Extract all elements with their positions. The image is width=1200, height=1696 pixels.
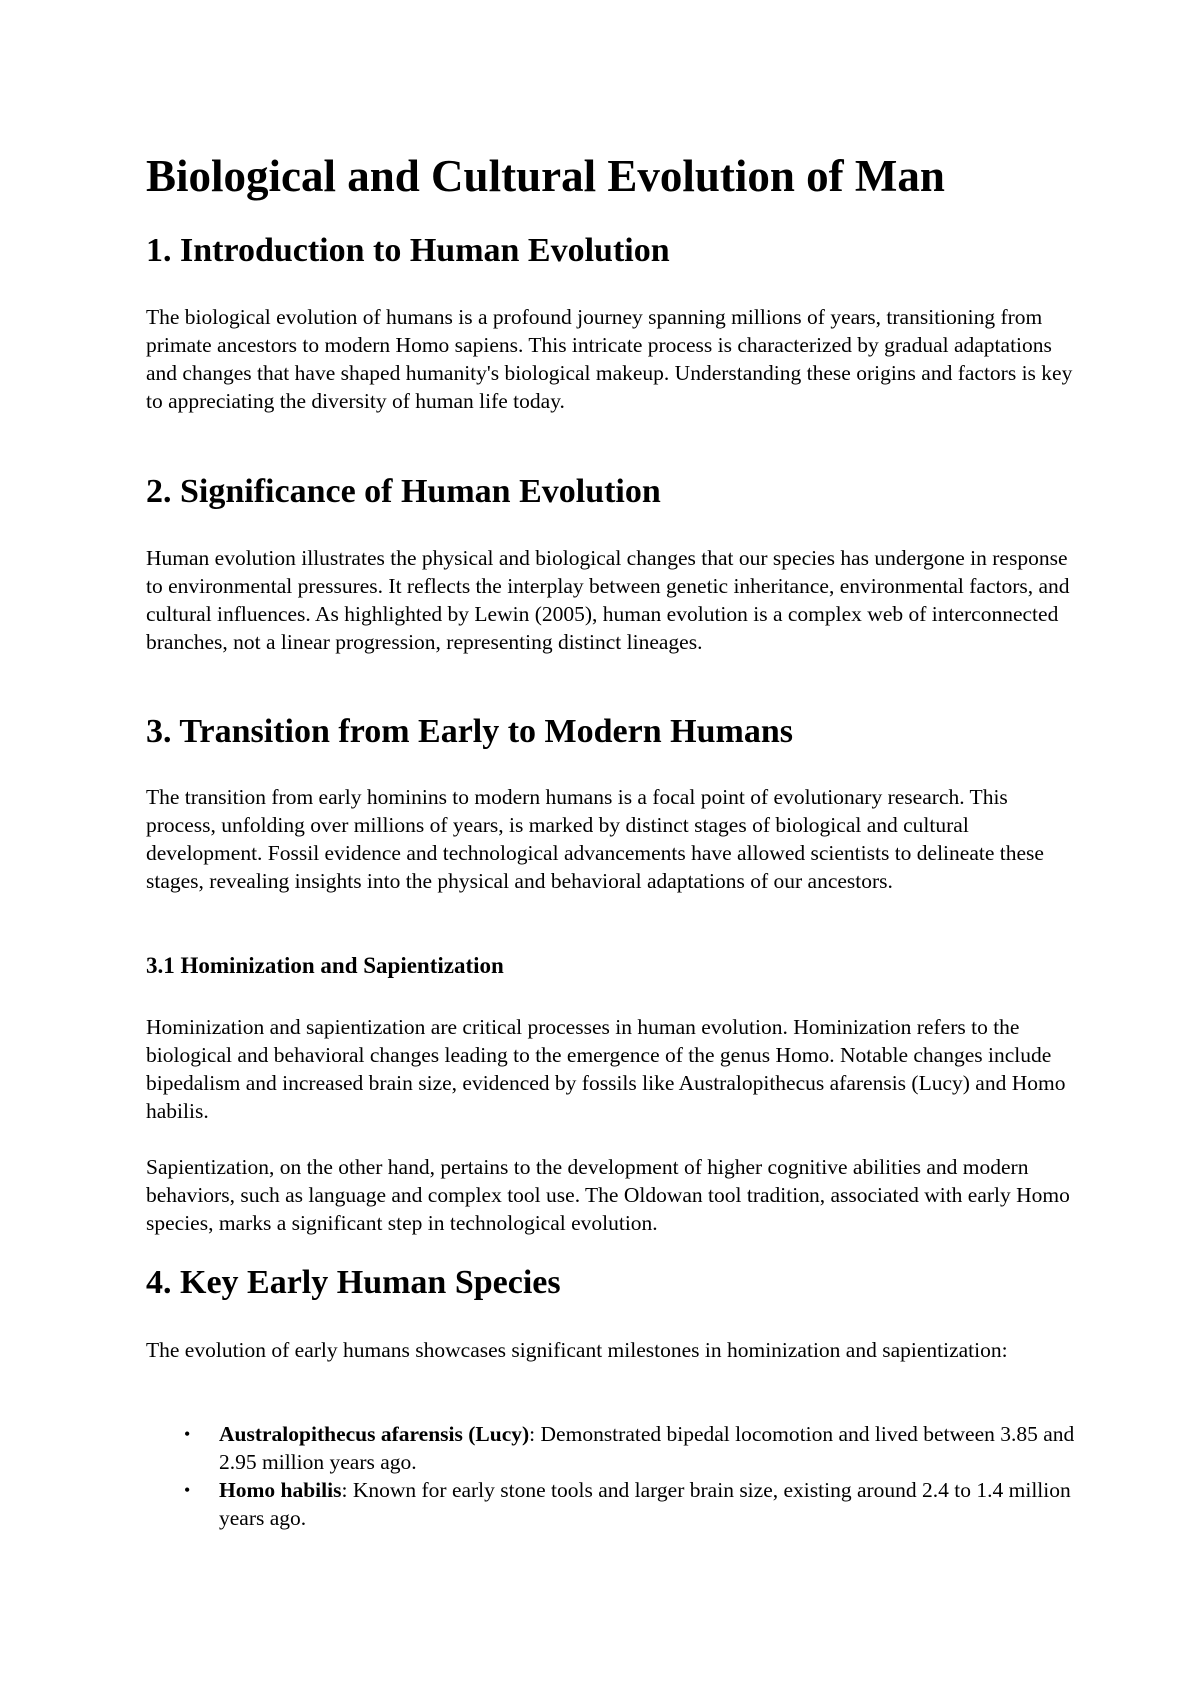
species-description: : Known for early stone tools and larger brain size, existing around 2.4 to 1.4 million years ago. [219,1478,1071,1530]
document-title: Biological and Cultural Evolution of Man [146,151,945,201]
bullet-icon: • [184,1480,191,1500]
bullet-icon: • [184,1424,191,1444]
list-item [146,1420,1076,1476]
section-3-heading: 3. Transition from Early to Modern Humans [146,713,793,750]
section-4-paragraph: The evolution of early humans showcases significant milestones in hominization and sapientization: [146,1338,1008,1362]
section-1-paragraph: The biological evolution of humans is a profound journey spanning millions of years, transitioning from primate ancestors to modern Homo sapiens. This intricate process is characterized by gradual adaptations and changes that have shaped humanity's biological makeup. Understanding these origins and factors is key to appreciating the diversity of human life today. [146,305,1073,413]
section-4-heading: 4. Key Early Human Species [146,1264,561,1301]
subsection-3-1-paragraph-1: Hominization and sapientization are critical processes in human evolution. Hominization refers to the biological and behavioral changes leading to the emergence of the genus Homo. Notable changes include bipedalism and increased brain size, evidenced by fossils like Australopithecus afarensis (Lucy) and Homo habilis. [146,1015,1066,1123]
subsection-3-1-paragraph-2: Sapientization, on the other hand, pertains to the development of higher cognitive abilities and modern behaviors, such as language and complex tool use. The Oldowan tool tradition, associated with early Homo species, marks a significant step in technological evolution. [146,1155,1070,1235]
section-2-paragraph: Human evolution illustrates the physical and biological changes that our species has undergone in response to environmental pressures. It reflects the interplay between genetic inheritance, environmental factors, and cultural influences. As highlighted by Lewin (2005), human evolution is a complex web of interconnected branches, not a linear progression, representing distinct lineages. [146,546,1070,654]
species-term: Australopithecus afarensis (Lucy) [219,1422,530,1446]
subsection-3-1-heading: 3.1 Hominization and Sapientization [146,953,504,978]
species-description: : Demonstrated bipedal locomotion and lived between 3.85 and 2.95 million years ago. [219,1422,1075,1474]
section-2-heading: 2. Significance of Human Evolution [146,473,661,510]
section-1-heading: 1. Introduction to Human Evolution [146,232,670,269]
list-item [146,1476,1076,1532]
section-3-paragraph: The transition from early hominins to modern humans is a focal point of evolutionary research. This process, unfolding over millions of years, is marked by distinct stages of biological and cultural development. Fossil evidence and technological advancements have allowed scientists to delineate these stages, revealing insights into the physical and behavioral adaptations of our ancestors. [146,785,1044,893]
species-term: Homo habilis [219,1478,342,1502]
species-list [146,1420,1076,1532]
